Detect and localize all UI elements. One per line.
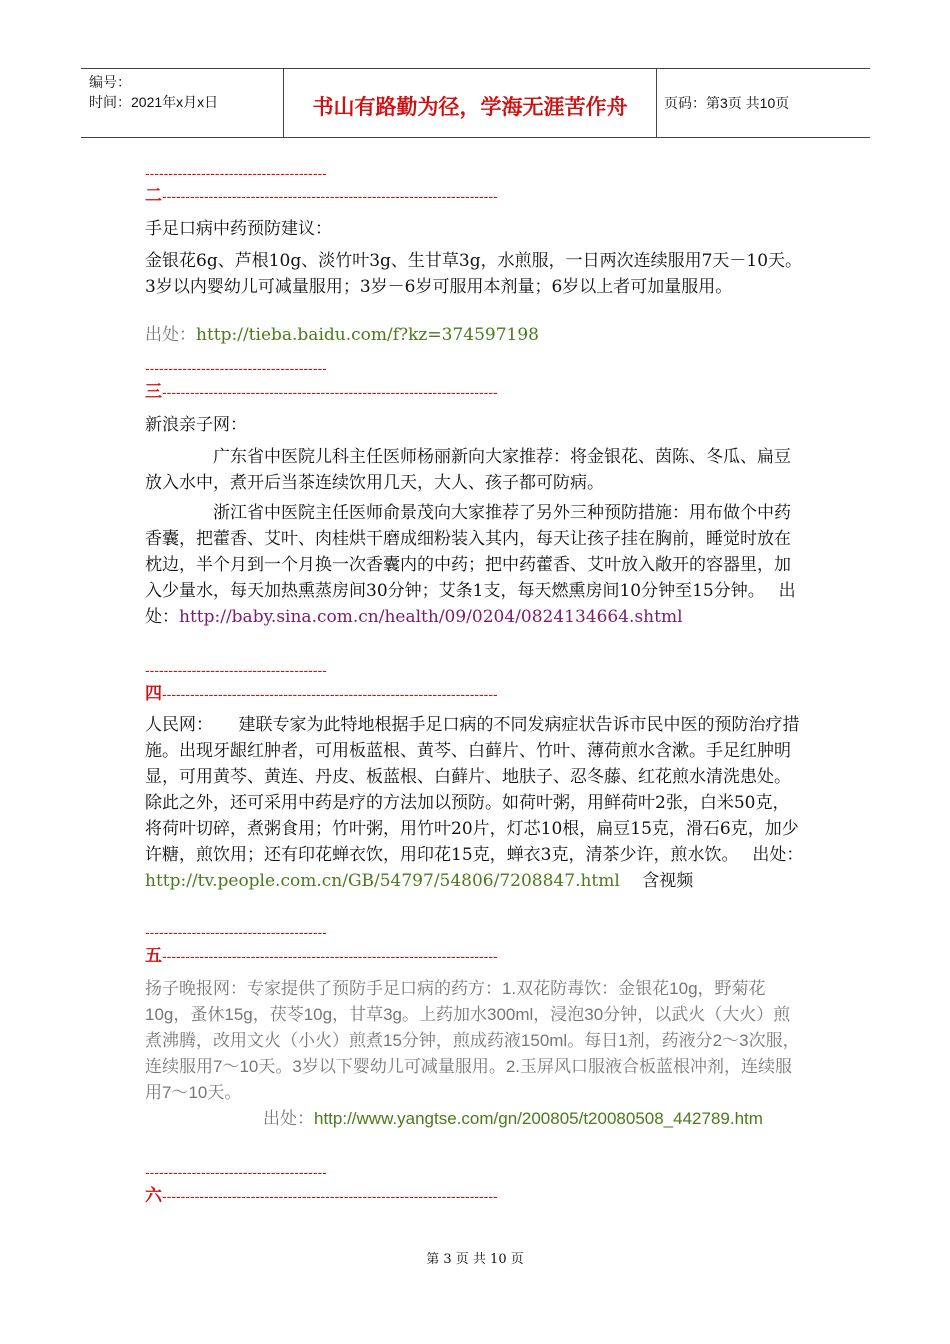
section-2-source	[145, 322, 805, 348]
section-rule: ------------------------------------------------------------------------	[162, 188, 498, 204]
section-3-title: 新浪亲子网：	[145, 415, 247, 435]
header-meta	[81, 69, 283, 137]
section-3-paragraph-2	[145, 500, 805, 630]
code-label: 编号：	[89, 74, 131, 90]
separator-short: ---------------------------------------	[145, 165, 327, 181]
separator-short: ---------------------------------------	[145, 360, 327, 376]
motto: 书山有路勤为径，学海无涯苦作舟	[312, 95, 628, 119]
paragraph-text: 浙江省中医院主任医师俞景茂向大家推荐了另外三种预防措施：用布做个中药香囊，把藿香、艾叶、肉桂烘干磨成细粉装入其内，每天让孩子挂在胸前，睡觉时放在枕边，半个月到一个月换一次香囊内的中药；把中药藿香、艾叶放入敞开的容器里，加入少量水，每天加热熏蒸房间30分钟；艾条1支，每天燃熏房间10分钟至15分钟。	[145, 503, 791, 601]
source-link[interactable]: http://www.yangtse.com/gn/200805/t20080508_442789.htm	[314, 1109, 763, 1128]
source-label: 出处：	[752, 845, 804, 865]
source-link[interactable]: http://tv.people.com.cn/GB/54797/54806/7208847.html	[145, 871, 620, 891]
page-header	[81, 68, 870, 138]
source-link[interactable]: http://tieba.baidu.com/f?kz=374597198	[196, 325, 539, 345]
paragraph-text: 扬子晚报网：专家提供了预防手足口病的药方：1.双花防毒饮：金银花10g，野菊花10g，蚤休15g，茯苓10g，甘草3g。上药加水300ml，浸泡30分钟，以武火（大火）煎煮沸腾，改用文火（小火）煎煮15分钟，煎成药液150ml。每日1剂，药液分2～3次服，连续服用7～10天。3岁以下婴幼儿可减量服用。2.玉屏风口服液合板蓝根冲剂，连续服用7～10天。	[145, 979, 800, 1102]
separator-short: ---------------------------------------	[145, 662, 327, 678]
separator-short: ---------------------------------------	[145, 1164, 327, 1180]
section-3-heading	[145, 382, 498, 402]
header-motto-cell	[283, 69, 657, 137]
page-footer: 第 3 页 共 10 页	[426, 1252, 524, 1267]
section-number: 二	[145, 186, 162, 206]
section-3-paragraph-1: 广东省中医院儿科主任医师杨丽新向大家推荐：将金银花、茵陈、冬瓜、扁豆放入水中，煮开后当茶连续饮用几天，大人、孩子都可防病。	[145, 447, 791, 493]
section-number: 四	[145, 684, 162, 704]
section-5-body	[145, 976, 805, 1132]
section-4-body	[145, 712, 817, 894]
source-note: 含视频	[642, 871, 694, 891]
source-link[interactable]: http://baby.sina.com.cn/health/09/0204/0824134664.shtml	[179, 607, 683, 627]
section-number: 六	[145, 1186, 162, 1206]
paragraph-text: 人民网： 建联专家为此特地根据手足口病的不同发病症状告诉市民中医的预防治疗措施。出现牙龈红肿者，可用板蓝根、黄芩、白藓片、竹叶、薄荷煎水含漱。手足红肿明显，可用黄芩、黄连、丹皮、板蓝根、白藓片、地肤子、忍冬藤、红花煎水清洗患处。 除此之外，还可采用中药是疗的方法加以预防。如荷叶粥，用鲜荷叶2张，白米50克，将荷叶切碎，煮粥食用；竹叶粥，用竹叶20片，灯芯10根，扁豆15克，滑石6克，加少许糖，煎饮用；还有印花蝉衣饮，用印花15克，蝉衣3克，清茶少许，煎水饮。	[145, 715, 817, 865]
section-2-heading	[145, 186, 498, 206]
section-4-heading	[145, 684, 498, 704]
section-2-title: 手足口病中药预防建议：	[145, 219, 332, 239]
section-2-body: 金银花6g、芦根10g、淡竹叶3g、生甘草3g，水煎服，一日两次连续服用7天－10天。3岁以内婴幼儿可减量服用；3岁－6岁可服用本剂量；6岁以上者可加量服用。	[145, 251, 803, 297]
section-number: 三	[145, 382, 162, 402]
section-5-heading	[145, 946, 498, 966]
source-label: 出处：	[263, 1109, 314, 1128]
page-label: 页码：第3页 共10页	[664, 95, 790, 111]
header-page-cell	[656, 69, 870, 137]
section-6-heading	[145, 1186, 498, 1206]
section-rule: ------------------------------------------------------------------------	[162, 686, 498, 702]
source-label: 出处：	[145, 325, 196, 345]
time-label: 时间：2021年x月x日	[89, 94, 219, 110]
section-rule: ------------------------------------------------------------------------	[162, 948, 498, 964]
section-rule: ------------------------------------------------------------------------	[162, 1188, 498, 1204]
source-label: 出处：	[145, 581, 796, 627]
section-number: 五	[145, 946, 162, 966]
section-rule: ------------------------------------------------------------------------	[162, 384, 498, 400]
separator-short: ---------------------------------------	[145, 924, 327, 940]
